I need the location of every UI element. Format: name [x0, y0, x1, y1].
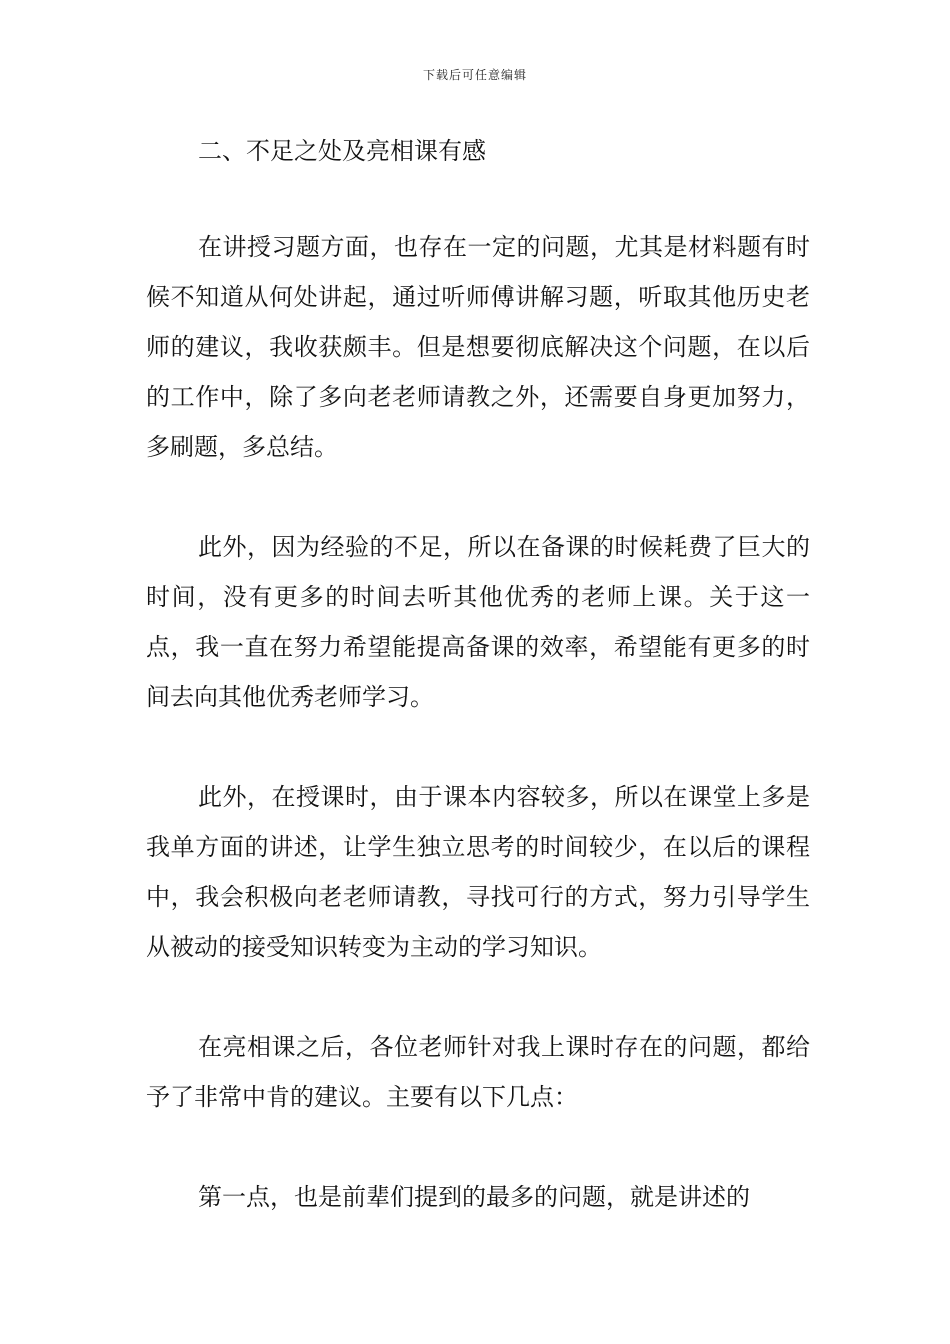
- paragraph-2: 此外，因为经验的不足，所以在备课的时候耗费了巨大的时间，没有更多的时间去听其他优秀的老师上课。关于这一点，我一直在努力希望能提高备课的效率，希望能有更多的时间去向其他优秀老师学习。: [146, 533, 810, 711]
- paragraph-5: 第一点，也是前辈们提到的最多的问题，就是讲述的: [198, 1183, 750, 1211]
- paragraph-1: 在讲授习题方面，也存在一定的问题，尤其是材料题有时候不知道从何处讲起，通过听师傅讲解习题，听取其他历史老师的建议，我收获颇丰。但是想要彻底解决这个问题，在以后的工作中，除了多向老老师请教之外，还需要自身更加努力，多刷题，多总结。: [146, 233, 810, 461]
- paragraph-3: 此外，在授课时，由于课本内容较多，所以在课堂上多是我单方面的讲述，让学生独立思考的时间较少，在以后的课程中，我会积极向老老师请教，寻找可行的方式，努力引导学生从被动的接受知识转变为主动的学习知识。: [146, 783, 810, 961]
- page-header: 下载后可任意编辑: [422, 68, 527, 82]
- paragraph-4: 在亮相课之后，各位老师针对我上课时存在的问题，都给予了非常中肯的建议。主要有以下几点：: [146, 1033, 810, 1111]
- section-title: 二、不足之处及亮相课有感: [198, 137, 486, 165]
